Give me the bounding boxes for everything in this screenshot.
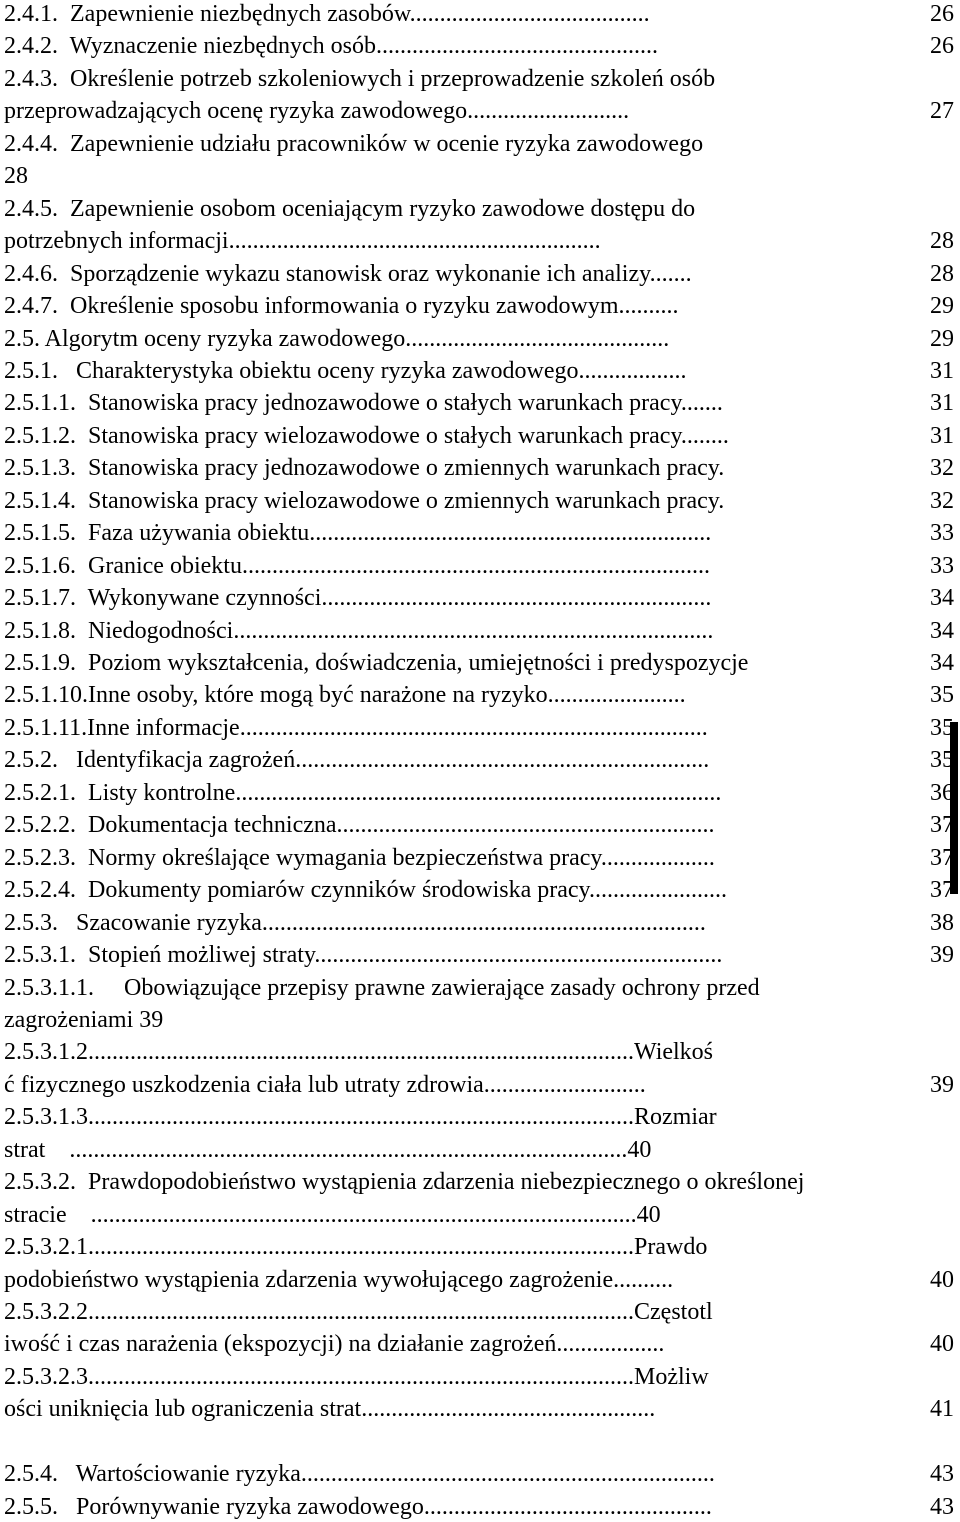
- toc-entry-text: 2.5.3.1.3...........................................................................................Rozmiar: [4, 1104, 717, 1131]
- toc-page-number: 35: [930, 747, 954, 774]
- toc-entry-text: 28: [4, 163, 28, 190]
- toc-page-number: 26: [930, 1, 954, 27]
- toc-line: [4, 31, 954, 61]
- toc-entry-text: 2.5.3.1. Stopień możliwej straty....................................................................: [4, 942, 723, 969]
- toc-line: [4, 1265, 954, 1295]
- toc-line: [4, 908, 954, 938]
- toc-line: [4, 161, 954, 191]
- toc-entry-text: 2.4.3. Określenie potrzeb szkoleniowych i przeprowadzenie szkoleń osób: [4, 65, 716, 92]
- toc-page-number: 31: [930, 357, 954, 384]
- toc-line: [4, 1362, 954, 1392]
- toc-entry-text: 2.5.2.3. Normy określające wymagania bezpieczeństwa pracy...................: [4, 844, 715, 871]
- toc-line: [4, 1037, 954, 1067]
- toc-page-number: 33: [930, 520, 954, 547]
- toc-page-number: 39: [930, 1071, 954, 1098]
- toc-entry-text: 2.5.3.2.1...........................................................................................Prawdo: [4, 1234, 708, 1261]
- toc-page-number: 43: [930, 1493, 954, 1520]
- toc-line: [4, 1492, 954, 1522]
- toc-entry-text: 2.5.1.3. Stanowiska pracy jednozawodowe o zmiennych warunkach pracy.: [4, 455, 725, 482]
- toc-line: [4, 64, 954, 94]
- toc-entry-text: ości uniknięcia lub ograniczenia strat.................................................: [4, 1396, 656, 1423]
- toc-line: [4, 388, 954, 418]
- toc-line: [4, 194, 954, 224]
- toc-page-number: 38: [930, 909, 954, 936]
- toc-page-number: 28: [930, 228, 954, 255]
- toc-line: [4, 1329, 954, 1359]
- toc-line: [4, 713, 954, 743]
- toc-line: [4, 810, 954, 840]
- toc-line: [4, 680, 954, 710]
- toc-page-number: 29: [930, 325, 954, 352]
- toc-page-number: 32: [930, 455, 954, 482]
- toc-line: [4, 1005, 954, 1035]
- toc-page-number: 37: [930, 844, 954, 871]
- toc-entry-text: iwość i czas narażenia (ekspozycji) na działanie zagrożeń..................: [4, 1331, 665, 1358]
- toc-line: [4, 1102, 954, 1132]
- toc-line: [4, 1167, 954, 1197]
- toc-page-number: 37: [930, 877, 954, 904]
- toc-page-number: 40: [930, 1331, 954, 1358]
- toc-entry-text: 2.5.1. Charakterystyka obiektu oceny ryzyka zawodowego..................: [4, 357, 687, 384]
- toc-page-number: 29: [930, 293, 954, 320]
- toc-line: [4, 1394, 954, 1424]
- toc-entry-text: 2.4.7. Określenie sposobu informowania o ryzyku zawodowym..........: [4, 293, 679, 320]
- toc-entry-text: 2.5.3.2. Prawdopodobieństwo wystąpienia zdarzenia niebezpiecznego o określonej: [4, 1169, 805, 1196]
- toc-page-number: 34: [930, 585, 954, 612]
- toc-page-number: 32: [930, 487, 954, 514]
- toc-line: [4, 583, 954, 613]
- toc-page-number: 27: [930, 98, 954, 125]
- toc-entry-text: 2.5.2.4. Dokumenty pomiarów czynników środowiska pracy.......................: [4, 877, 727, 904]
- toc-entry-text: zagrożeniami 39: [4, 1006, 164, 1033]
- toc-entry-text: 2.5.1.5. Faza używania obiektu...................................................................: [4, 520, 712, 547]
- toc-line: [4, 96, 954, 126]
- toc-line: [4, 1427, 954, 1457]
- toc-line: [4, 356, 954, 386]
- toc-page-number: 34: [930, 650, 954, 676]
- toc-line: [4, 778, 954, 808]
- toc-entry-text: 2.5.3.1.2...........................................................................................Wielkoś: [4, 1039, 714, 1066]
- toc-line: [4, 745, 954, 775]
- toc-line: [4, 259, 954, 289]
- toc-line: [4, 1070, 954, 1100]
- toc-entry-text: 2.5.2.2. Dokumentacja techniczna...............................................................: [4, 812, 715, 839]
- toc-entry-text: 2.5.1.10.Inne osoby, które mogą być narażone na ryzyko.......................: [4, 682, 686, 709]
- toc-entry-text: 2.4.6. Sporządzenie wykazu stanowisk oraz wykonanie ich analizy.......: [4, 260, 692, 287]
- toc-line: [4, 453, 954, 483]
- toc-page-number: 35: [930, 682, 954, 709]
- toc-entry-text: 2.5.1.9. Poziom wykształcenia, doświadczenia, umiejętności i predyspozycje: [4, 650, 749, 676]
- toc-entry-text: 2.4.2. Wyznaczenie niezbędnych osób...............................................: [4, 33, 658, 60]
- toc-entry-text: 2.4.1. Zapewnienie niezbędnych zasobów........................................: [4, 1, 650, 27]
- toc-entry-text: strat .............................................................................................40: [4, 1136, 652, 1163]
- toc-entry-text: 2.5.1.4. Stanowiska pracy wielozawodowe o zmiennych warunkach pracy.: [4, 487, 725, 514]
- toc-line: [4, 940, 954, 970]
- toc-entry-text: 2.5.3.2.3...........................................................................................Możliw: [4, 1363, 709, 1390]
- toc-entry-text: 2.5.3.2.2...........................................................................................Częstotl: [4, 1299, 713, 1325]
- toc-page-number: 43: [930, 1461, 954, 1488]
- toc-line: [4, 1200, 954, 1230]
- toc-line: [4, 291, 954, 321]
- toc-line: [4, 129, 954, 159]
- toc-entry-text: stracie ...........................................................................................40: [4, 1201, 661, 1228]
- toc-page-number: 35: [930, 714, 954, 741]
- toc-line: [4, 1297, 954, 1327]
- toc-page-number: 31: [930, 422, 954, 449]
- toc-line: [4, 648, 954, 678]
- toc-page-number: 28: [930, 260, 954, 287]
- toc-line: [4, 421, 954, 451]
- toc-entry-text: 2.4.4. Zapewnienie udziału pracowników w ocenie ryzyka zawodowego: [4, 130, 704, 157]
- toc-page-number: 33: [930, 552, 954, 579]
- toc-entry-text: 2.5.1.2. Stanowiska pracy wielozawodowe o stałych warunkach pracy........: [4, 422, 729, 449]
- toc-entry-text: 2.4.5. Zapewnienie osobom oceniającym ryzyko zawodowe dostępu do: [4, 195, 696, 222]
- toc-entry-text: 2.5.1.7. Wykonywane czynności.................................................................: [4, 585, 712, 612]
- toc-entry-text: potrzebnych informacji..............................................................: [4, 228, 601, 255]
- toc-line: [4, 616, 954, 646]
- toc-entry-text: 2.5.3. Szacowanie ryzyka..........................................................................: [4, 909, 706, 936]
- toc-line: [4, 1459, 954, 1489]
- toc-page-number: 37: [930, 812, 954, 839]
- toc-entry-text: 2.5.1.6. Granice obiektu..............................................................................: [4, 552, 710, 579]
- toc-entry-text: 2.5.2. Identyfikacja zagrożeń.....................................................................: [4, 747, 710, 774]
- toc-line: [4, 486, 954, 516]
- toc-page-number: 34: [930, 617, 954, 644]
- toc-line: [4, 1232, 954, 1262]
- toc-entry-text: 2.5.5. Porównywanie ryzyka zawodowego................................................: [4, 1493, 712, 1520]
- toc-entry-text: 2.5.1.1. Stanowiska pracy jednozawodowe o stałych warunkach pracy.......: [4, 390, 723, 417]
- toc-page-number: 41: [930, 1396, 954, 1423]
- toc-page-number: 40: [930, 1266, 954, 1293]
- toc-page-number: 26: [930, 33, 954, 60]
- toc-page-number: 36: [930, 779, 954, 806]
- toc-line: [4, 875, 954, 905]
- toc-entry-text: 2.5.3.1.1. Obowiązujące przepisy prawne zawierające zasady ochrony przed: [4, 974, 760, 1001]
- toc-entry-text: podobieństwo wystąpienia zdarzenia wywołującego zagrożenie..........: [4, 1266, 674, 1293]
- toc-entry-text: 2.5.4. Wartościowanie ryzyka.....................................................................: [4, 1461, 715, 1488]
- toc-line: [4, 551, 954, 581]
- toc-page-number: 39: [930, 942, 954, 969]
- toc-entry-text: 2.5.1.11.Inne informacje..............................................................................: [4, 714, 708, 741]
- toc-line: [4, 973, 954, 1003]
- toc-page-number: 31: [930, 390, 954, 417]
- toc-entry-text: przeprowadzających ocenę ryzyka zawodowego...........................: [4, 98, 630, 125]
- toc-line: [4, 324, 954, 354]
- toc-entry-text: 2.5. Algorytm oceny ryzyka zawodowego............................................: [4, 325, 670, 352]
- toc-line: [4, 226, 954, 256]
- toc-line: [4, 843, 954, 873]
- toc-entry-text: ć fizycznego uszkodzenia ciała lub utraty zdrowia...........................: [4, 1071, 646, 1098]
- toc-line: [4, 518, 954, 548]
- toc-line: [4, 0, 954, 29]
- toc-line: [4, 1135, 954, 1165]
- toc-entry-text: 2.5.2.1. Listy kontrolne.................................................................................: [4, 779, 722, 806]
- toc-entry-text: 2.5.1.8. Niedogodności................................................................................: [4, 617, 714, 644]
